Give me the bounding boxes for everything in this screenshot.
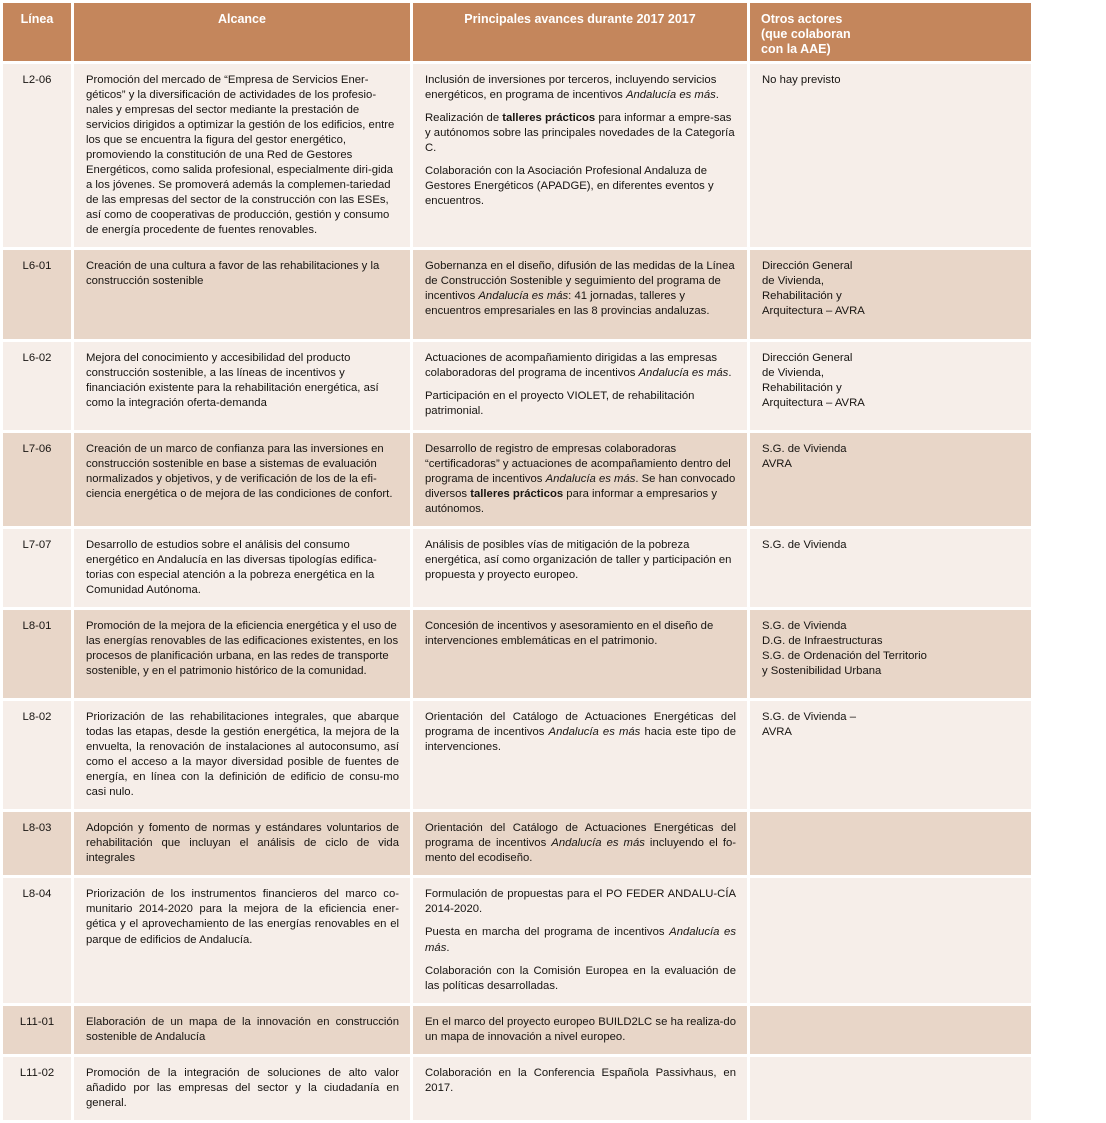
cell-paragraph: Promoción del mercado de “Empresa de Servicios Ener-géticos” y la diversificación de actividades de los profesio-nales y empresas del sector mediante la prestación de servicios dirigidos a optimizar la gestión de los edificios, entre los que se encuentra la figura del gestor energético, promoviendo la constitución de una Red de Gestores Energéticos, como salida profesional, especialmente diri-gida a los jóvenes. Se promoverá además la complemen-tariedad de las empresas del sector de la construcción con las ESEs, así como de cooperativas de producción, gestión y consumo de energía procedente de fuentes renovables. <box>86 74 395 237</box>
cell-avances <box>413 1006 747 1054</box>
otros-actores-text <box>750 610 1031 688</box>
cell-paragraph: Gobernanza en el diseño, difusión de las medidas de la Línea de Construcción Sostenible y seguimiento del programa de incentivos Andalucía es más: 41 jornadas, talleres y encuentros empresariales en las 8 provincias andaluzas. <box>425 260 735 318</box>
cell-paragraph: Colaboración con la Asociación Profesional Andaluza de Gestores Energéticos (APADGE), en diferentes eventos y encuentros. <box>425 165 714 208</box>
cell-paragraph: Puesta en marcha del programa de incentivos Andalucía es más. <box>425 926 736 954</box>
cell-alcance <box>74 812 410 875</box>
cell-linea <box>3 1057 71 1120</box>
cell-paragraph: Promoción de la integración de soluciones de alto valor añadido por las empresas del sector y la ciudadanía en general. <box>86 1066 399 1109</box>
otros-actores-text <box>750 433 1031 481</box>
alcance-text <box>74 1006 410 1054</box>
cell-linea <box>3 342 71 430</box>
cell-alcance <box>74 529 410 607</box>
otros-actores-text <box>750 250 1031 328</box>
avances-text <box>413 342 747 428</box>
cell-paragraph: Elaboración de un mapa de la innovación en construcción sostenible de Andalucía <box>86 1015 399 1043</box>
cell-avances <box>413 1057 747 1120</box>
table-row <box>3 610 1031 698</box>
cell-otros-actores <box>750 433 1031 526</box>
cell-paragraph: Concesión de incentivos y asesoramiento en el diseño de intervenciones emblemáticas en el patrimonio. <box>425 620 714 648</box>
cell-linea <box>3 250 71 339</box>
cell-linea <box>3 878 71 1002</box>
linea-code: L8-03 <box>22 822 52 835</box>
cell-otros-actores <box>750 64 1031 247</box>
alcance-text <box>74 64 410 247</box>
linea-code: L11-01 <box>19 1015 55 1028</box>
alcance-text <box>74 250 410 298</box>
avances-text <box>413 250 747 328</box>
cell-otros-actores <box>750 610 1031 698</box>
cell-paragraph: Mejora del conocimiento y accesibilidad del producto construcción sostenible, a las líneas de incentivos y financiación existente para la rehabilitación energética, así como la integración oferta-demanda <box>86 352 379 410</box>
table-row <box>3 812 1031 875</box>
cell-linea <box>3 812 71 875</box>
cell-alcance <box>74 342 410 430</box>
cell-otros-actores <box>750 812 1031 875</box>
cell-paragraph: S.G. de Vivienda AVRA <box>762 443 847 471</box>
table-row <box>3 433 1031 526</box>
otros-header-line-2: (que colaboran <box>761 26 851 41</box>
cell-avances <box>413 812 747 875</box>
column-header-alcance <box>74 3 410 61</box>
cell-paragraph: Orientación del Catálogo de Actuaciones Energéticas del programa de incentivos Andalucía es más incluyendo el fo-mento del ecodiseño. <box>425 822 737 865</box>
cell-linea <box>3 433 71 526</box>
linea-code: L11-02 <box>19 1066 55 1079</box>
alcance-text <box>74 433 410 511</box>
cell-paragraph: Realización de talleres prácticos para informar a empre-sas y autónomos sobre las principales novedades de la Categoría C. <box>425 112 735 155</box>
cell-paragraph: Creación de una cultura a favor de las rehabilitaciones y la construcción sostenible <box>86 260 380 288</box>
cell-otros-actores <box>750 1006 1031 1054</box>
table-row <box>3 529 1031 607</box>
otros-actores-text <box>750 878 1031 896</box>
otros-actores-text <box>750 812 1031 830</box>
cell-paragraph: Inclusión de inversiones por terceros, incluyendo servicios energéticos, en programa de incentivos Andalucía es más. <box>425 74 719 102</box>
cell-paragraph: Desarrollo de registro de empresas colaboradoras “certificadoras” y actuaciones de acompañamiento dentro del programa de incentivos Andalucía es más. Se han convocado diversos talleres prácticos para informar a empresarios y autónomos. <box>425 443 736 516</box>
otros-header-line-3: con la AAE) <box>761 41 831 56</box>
table-row <box>3 1057 1031 1120</box>
avances-text <box>413 64 747 218</box>
otros-actores-text <box>750 1057 1031 1075</box>
column-header-avances-label: Principales avances durante 2017 2017 <box>464 12 696 26</box>
cell-alcance <box>74 1006 410 1054</box>
table-body <box>3 64 1031 1120</box>
avances-text <box>413 1057 747 1105</box>
linea-code: L8-04 <box>22 888 52 901</box>
cell-otros-actores <box>750 1057 1031 1120</box>
cell-paragraph: Análisis de posibles vías de mitigación de la pobreza energética, así como organización de taller y participación en propuesta y proyecto europeo. <box>425 539 732 582</box>
table-row <box>3 701 1031 809</box>
cell-paragraph: S.G. de Vivienda – AVRA <box>762 711 856 739</box>
cell-paragraph: Dirección General de Vivienda, Rehabilitación y Arquitectura – AVRA <box>762 260 865 318</box>
linea-code: L2-06 <box>22 74 52 86</box>
cell-linea <box>3 1006 71 1054</box>
cell-linea <box>3 701 71 809</box>
cell-paragraph: Promoción de la mejora de la eficiencia energética y el uso de las energías renovables de las edificaciones existentes, en los procesos de planificación urbana, en las redes de transporte sostenible, y en el patrimonio histórico de la comunidad. <box>86 620 399 678</box>
cell-paragraph: S.G. de Vivienda <box>762 539 847 552</box>
avances-text <box>413 812 747 875</box>
column-header-linea <box>3 3 71 61</box>
table-row <box>3 64 1031 247</box>
avances-text <box>413 1006 747 1054</box>
column-header-otros-actores <box>750 3 1031 61</box>
cell-paragraph: Priorización de las rehabilitaciones integrales, que abarque todas las etapas, desde la gestión energética, la mejora de la envuelta, la renovación de instalaciones al autoconsumo, así como el acceso a la mayor diversidad posible de fuentes de energía, en línea con la definición de edificio de consu-mo casi nulo. <box>86 711 399 799</box>
avances-text <box>413 610 747 658</box>
cell-avances <box>413 342 747 430</box>
otros-actores-text <box>750 529 1031 562</box>
cell-alcance <box>74 64 410 247</box>
cell-otros-actores <box>750 701 1031 809</box>
alcance-text <box>74 812 410 875</box>
cell-avances <box>413 250 747 339</box>
avances-text <box>413 878 747 1002</box>
cell-avances <box>413 433 747 526</box>
linea-code: L7-06 <box>22 443 52 456</box>
cell-paragraph: No hay previsto <box>762 74 841 86</box>
cell-paragraph: Desarrollo de estudios sobre el análisis del consumo energético en Andalucía en las diversas tipologías edifica-torias con especial atención a la pobreza energética en la Comunidad Autónoma. <box>86 539 377 597</box>
cell-otros-actores <box>750 529 1031 607</box>
avances-text <box>413 701 747 764</box>
cell-paragraph: Colaboración en la Conferencia Española Passivhaus, en 2017. <box>425 1066 736 1094</box>
alcance-text <box>74 701 410 809</box>
cell-avances <box>413 878 747 1002</box>
cell-paragraph: Participación en el proyecto VIOLET, de rehabilitación patrimonial. <box>425 390 695 418</box>
cell-paragraph: Priorización de los instrumentos financieros del marco co-munitario 2014-2020 para la mejora de la eficiencia ener-gética y el aprovechamiento de las energías renovables en el parque de edificios de Andalucía. <box>86 888 399 946</box>
otros-actores-text <box>750 342 1031 420</box>
alcance-text <box>74 342 410 420</box>
cell-avances <box>413 529 747 607</box>
cell-alcance <box>74 250 410 339</box>
otros-actores-text <box>750 64 1031 97</box>
cell-paragraph: Dirección General de Vivienda, Rehabilitación y Arquitectura – AVRA <box>762 352 865 410</box>
table-header <box>3 3 1031 61</box>
cell-avances <box>413 701 747 809</box>
cell-avances <box>413 64 747 247</box>
cell-otros-actores <box>750 250 1031 339</box>
cell-linea <box>3 529 71 607</box>
linea-code: L8-01 <box>22 620 52 633</box>
cell-alcance <box>74 878 410 1002</box>
cell-alcance <box>74 610 410 698</box>
cell-paragraph: Orientación del Catálogo de Actuaciones Energéticas del programa de incentivos Andalucía es más hacia este tipo de intervenciones. <box>425 711 736 754</box>
cell-linea <box>3 64 71 247</box>
column-header-linea-label: Línea <box>20 12 54 26</box>
column-header-alcance-label: Alcance <box>218 12 266 26</box>
cell-otros-actores <box>750 878 1031 1002</box>
cell-paragraph: S.G. de Vivienda D.G. de Infraestructuras S.G. de Ordenación del Territorio y Sostenibilidad Urbana <box>762 620 927 678</box>
linea-code: L6-02 <box>22 352 52 365</box>
avances-text <box>413 433 747 526</box>
avances-text <box>413 529 747 592</box>
otros-actores-text <box>750 701 1031 749</box>
cell-paragraph: Colaboración con la Comisión Europea en la evaluación de las políticas desarrolladas. <box>425 964 736 992</box>
cell-alcance <box>74 433 410 526</box>
cell-paragraph: Actuaciones de acompañamiento dirigidas a las empresas colaboradoras del programa de incentivos Andalucía es más. <box>425 352 732 380</box>
cell-alcance <box>74 1057 410 1120</box>
table-row <box>3 250 1031 339</box>
linea-code: L6-01 <box>22 260 52 273</box>
table-row <box>3 878 1031 1002</box>
alcance-text <box>74 878 410 956</box>
alcance-text <box>74 610 410 688</box>
cell-paragraph: Formulación de propuestas para el PO FEDER ANDALU-CÍA 2014-2020. <box>425 888 736 916</box>
cell-otros-actores <box>750 342 1031 430</box>
linea-code: L8-02 <box>22 711 52 724</box>
cell-avances <box>413 610 747 698</box>
linea-code: L7-07 <box>22 539 52 552</box>
alcance-text <box>74 529 410 607</box>
table-row <box>3 1006 1031 1054</box>
table-row <box>3 342 1031 430</box>
cell-paragraph: Creación de un marco de confianza para las inversiones en construcción sostenible en base a sistemas de evaluación normalizados y objetivos, y de verificación de los de la efi-ciencia energética o de mejora de las condiciones de confort. <box>86 443 393 501</box>
header-row <box>3 3 1031 61</box>
column-header-avances <box>413 3 747 61</box>
cell-paragraph: Adopción y fomento de normas y estándares voluntarios de rehabilitación que incluyan el análisis de ciclo de vida integrales <box>86 822 399 865</box>
otros-header-line-1: Otros actores <box>761 12 843 26</box>
cell-paragraph: En el marco del proyecto europeo BUILD2LC se ha realiza-do un mapa de innovación a nivel europeo. <box>425 1015 736 1043</box>
alcance-text <box>74 1057 410 1120</box>
cell-alcance <box>74 701 410 809</box>
column-header-otros-actores-label <box>750 3 1031 56</box>
otros-actores-text <box>750 1006 1031 1024</box>
cell-linea <box>3 610 71 698</box>
